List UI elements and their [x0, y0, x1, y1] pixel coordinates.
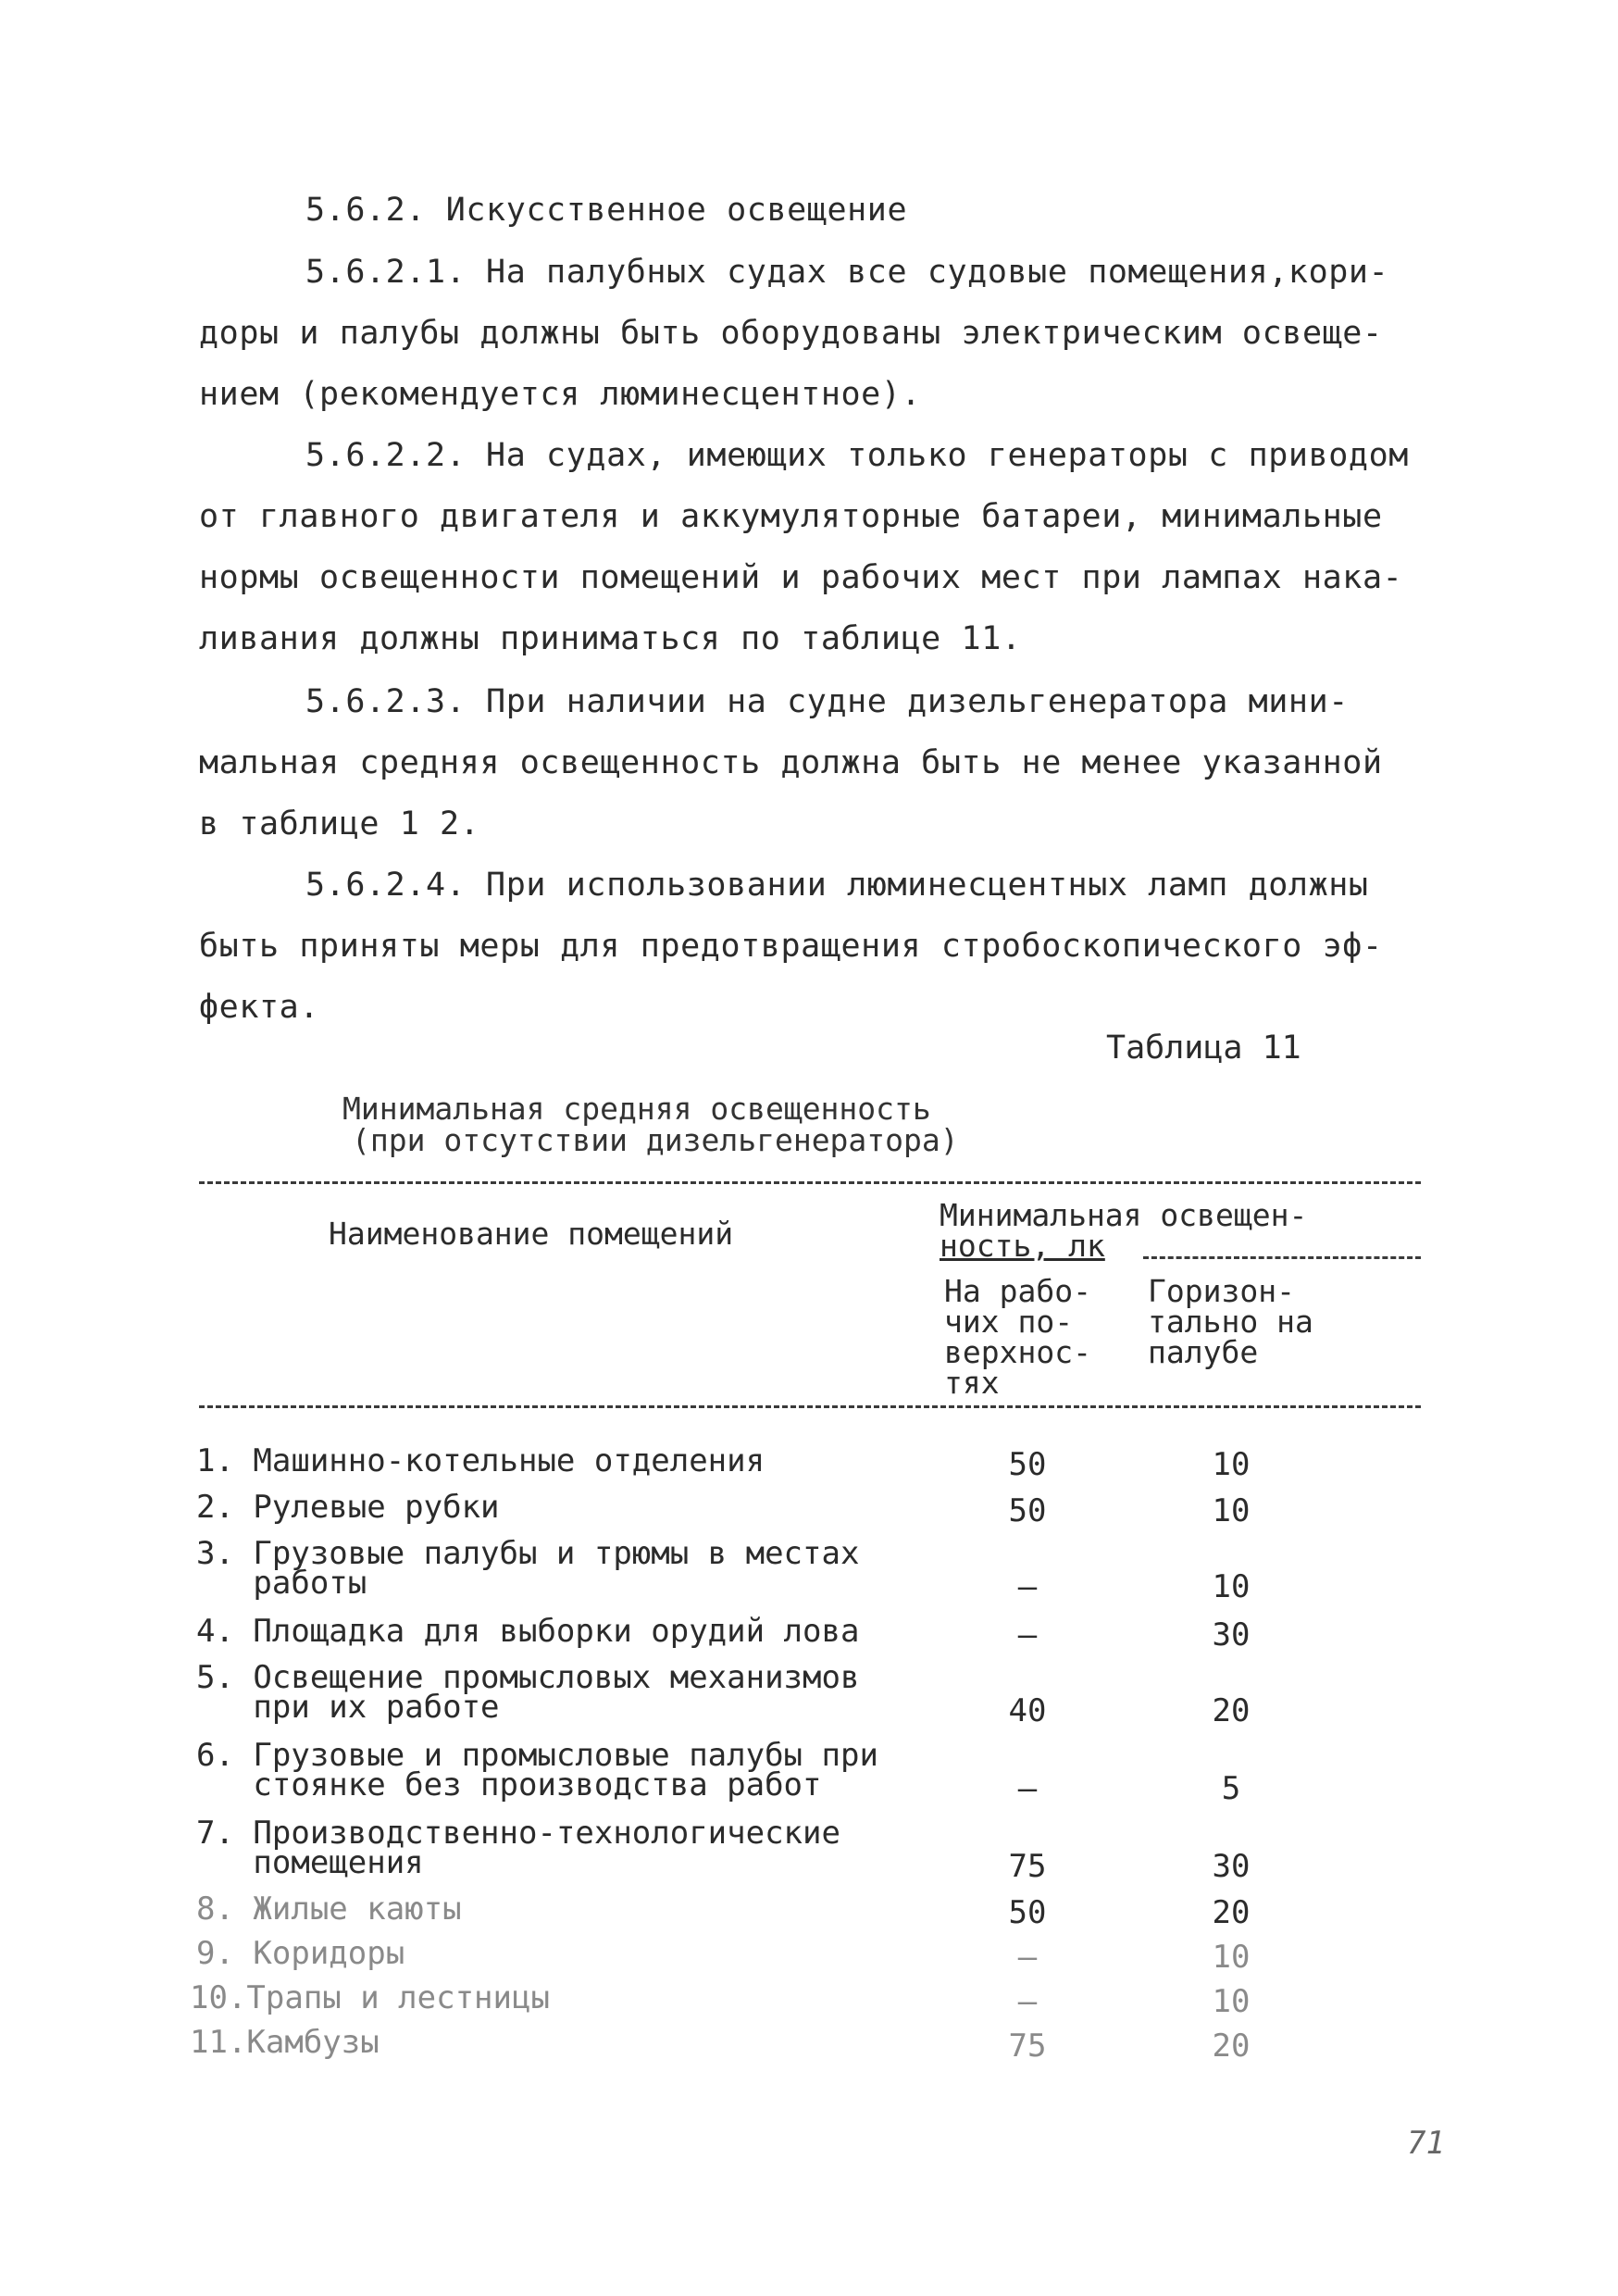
row-work-value: 75: [1008, 2028, 1047, 2065]
row-name-continuation: помещения: [196, 1844, 424, 1881]
row-name-continuation: при их работе: [196, 1689, 500, 1726]
row-work-value: –: [1017, 1939, 1038, 1976]
row-work-value: –: [1017, 1770, 1038, 1807]
row-name-continuation: стоянке без производства работ: [196, 1766, 822, 1803]
section-heading: 5.6.2. Искусственное освещение: [305, 192, 908, 229]
row-name: 4. Площадка для выборки орудий лова: [196, 1613, 860, 1650]
paragraph-line: мальная средняя освещенность должна быть не менее указанной: [199, 744, 1383, 781]
row-work-value: –: [1017, 1616, 1038, 1653]
paragraph-line: в таблице 1 2.: [199, 805, 480, 842]
row-work-value: 40: [1008, 1692, 1047, 1729]
header-sub2-line: Горизон-: [1148, 1273, 1295, 1309]
paragraph-line: 5.6.2.1. На палубных судах все судовые помещения,кори-: [305, 254, 1389, 291]
header-group-line: Минимальная освещен-: [940, 1197, 1308, 1233]
row-name: 1. Машинно-котельные отделения: [196, 1442, 765, 1479]
paragraph-line: фекта.: [199, 989, 320, 1026]
row-work-value: 50: [1008, 1894, 1047, 1931]
table-label: Таблица 11: [1106, 1029, 1301, 1067]
row-name: 9. Коридоры: [196, 1935, 405, 1972]
header-sub2-line: палубе: [1148, 1334, 1259, 1370]
row-deck-value: 5: [1221, 1770, 1241, 1807]
header-sub1-line: чих по-: [944, 1304, 1074, 1340]
header-group-rule: [1143, 1256, 1421, 1259]
header-group-line: ность, лк: [940, 1228, 1105, 1264]
row-work-value: 50: [1008, 1492, 1047, 1529]
paragraph-line: доры и палубы должны быть оборудованы электрическим освеще-: [199, 315, 1383, 352]
header-sub1-line: тях: [944, 1365, 1000, 1401]
header-sub1-line: На рабо-: [944, 1273, 1091, 1309]
row-name: 2. Рулевые рубки: [196, 1489, 500, 1526]
header-sub1-line: верхнос-: [944, 1334, 1091, 1370]
row-deck-value: 10: [1212, 1492, 1251, 1529]
table-top-rule: [199, 1181, 1421, 1184]
table-caption-line: Минимальная средняя освещенность: [342, 1091, 931, 1127]
row-work-value: –: [1017, 1568, 1038, 1605]
row-deck-value: 10: [1212, 1446, 1251, 1483]
row-deck-value: 10: [1212, 1568, 1251, 1605]
paragraph-line: нормы освещенности помещений и рабочих мест при лампах нака-: [199, 559, 1403, 596]
row-name: 11.Камбузы: [190, 2024, 380, 2061]
table-caption-line: (при отсутствии дизельгенератора): [352, 1122, 959, 1158]
header-name-column: Наименование помещений: [329, 1216, 734, 1252]
row-deck-value: 20: [1212, 2028, 1251, 2065]
page-number: 71: [1407, 2125, 1445, 2162]
row-deck-value: 10: [1212, 1939, 1251, 1976]
paragraph-line: от главного двигателя и аккумуляторные батареи, минимальные: [199, 498, 1383, 535]
row-work-value: –: [1017, 1983, 1038, 2020]
header-sub2-line: тально на: [1148, 1304, 1313, 1340]
paragraph-line: нием (рекомендуется люминесцентное).: [199, 376, 922, 413]
row-work-value: 50: [1008, 1446, 1047, 1483]
paragraph-line: ливания должны приниматься по таблице 11.: [199, 620, 1022, 657]
row-deck-value: 30: [1212, 1848, 1251, 1885]
row-deck-value: 30: [1212, 1616, 1251, 1653]
paragraph-line: 5.6.2.3. При наличии на судне дизельгенератора мини-: [305, 683, 1349, 720]
row-deck-value: 10: [1212, 1983, 1251, 2020]
paragraph-line: быть приняты меры для предотвращения стробоскопического эф-: [199, 928, 1383, 965]
row-deck-value: 20: [1212, 1894, 1251, 1931]
row-name-continuation: работы: [196, 1565, 367, 1602]
row-deck-value: 20: [1212, 1692, 1251, 1729]
row-name: 3. Грузовые палубы и трюмы в местах: [196, 1535, 860, 1572]
row-name: 7. Производственно-технологические: [196, 1815, 840, 1852]
table-header-bottom-rule: [199, 1405, 1421, 1408]
row-name: 10.Трапы и лестницы: [190, 1979, 550, 2016]
row-name: 6. Грузовые и промысловые палубы при: [196, 1737, 878, 1774]
row-name: 5. Освещение промысловых механизмов: [196, 1659, 860, 1696]
paragraph-line: 5.6.2.4. При использовании люминесцентных ламп должны: [305, 867, 1369, 904]
row-name: 8. Жилые каюты: [196, 1890, 462, 1928]
row-work-value: 75: [1008, 1848, 1047, 1885]
paragraph-line: 5.6.2.2. На судах, имеющих только генераторы с приводом: [305, 437, 1409, 474]
